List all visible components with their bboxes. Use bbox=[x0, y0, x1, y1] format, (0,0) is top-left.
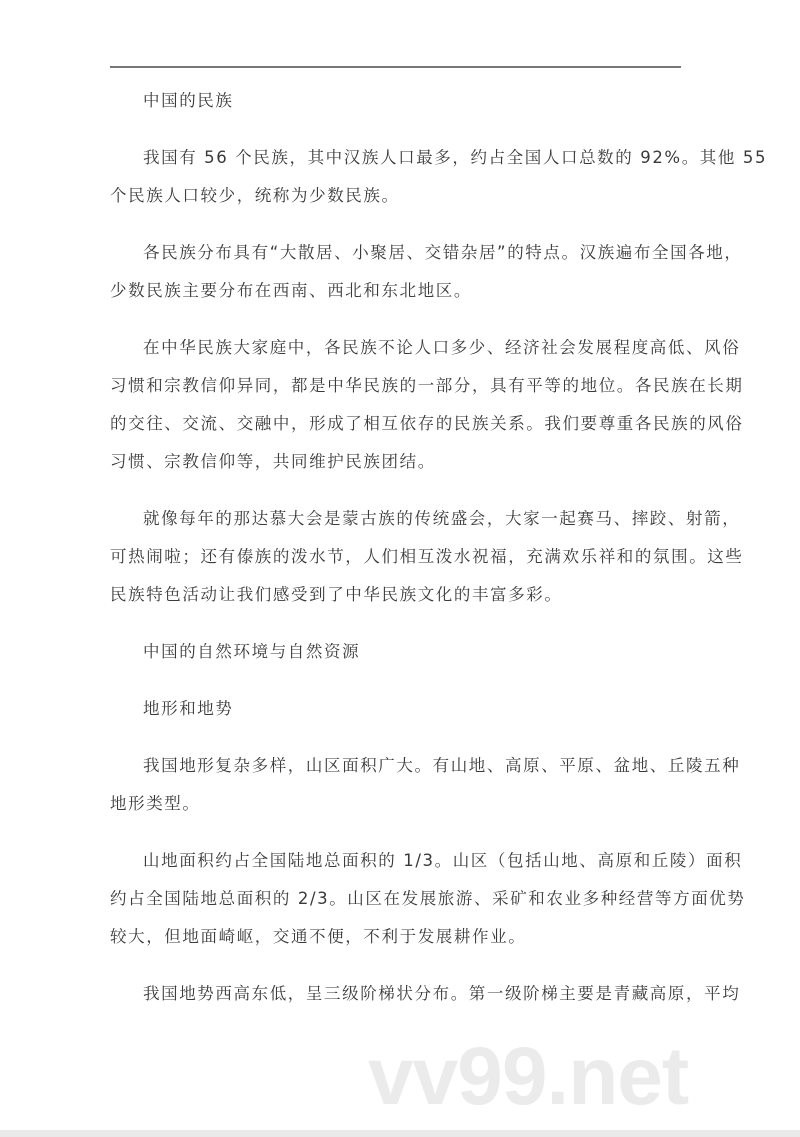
text-line: 在中华民族大家庭中，各民族不论人口多少、经济社会发展程度高低、风俗 bbox=[143, 338, 741, 357]
page-bottom-edge bbox=[0, 1130, 800, 1137]
header-rule bbox=[110, 66, 681, 68]
text-line: 个民族人口较少，统称为少数民族。 bbox=[110, 186, 400, 205]
text-line: 我国地形复杂多样，山区面积广大。有山地、高原、平原、盆地、丘陵五种 bbox=[143, 756, 741, 775]
text-line: 我国地势西高东低，呈三级阶梯状分布。第一级阶梯主要是青藏高原，平均 bbox=[143, 984, 741, 1003]
paragraph bbox=[110, 747, 741, 823]
paragraph bbox=[110, 975, 741, 1013]
text-line: 习惯和宗教信仰异同，都是中华民族的一部分，具有平等的地位。各民族在长期 bbox=[110, 376, 744, 395]
paragraph bbox=[110, 139, 768, 215]
text-line: 民族特色活动让我们感受到了中华民族文化的丰富多彩。 bbox=[110, 585, 563, 604]
text-line: 少数民族主要分布在西南、西北和东北地区。 bbox=[110, 281, 472, 300]
text-line: 的交往、交流、交融中，形成了相互依存的民族关系。我们要尊重各民族的风俗 bbox=[110, 414, 744, 433]
paragraph bbox=[110, 500, 744, 614]
text-line: 我国有 56 个民族，其中汉族人口最多，约占全国人口总数的 92%。其他 55 bbox=[143, 148, 768, 167]
text-line: 可热闹啦；还有傣族的泼水节，人们相互泼水祝福，充满欢乐祥和的氛围。这些 bbox=[110, 547, 744, 566]
paragraph bbox=[110, 329, 744, 481]
text-line: 山地面积约占全国陆地总面积的 1/3。山区（包括山地、高原和丘陵）面积 bbox=[143, 851, 743, 870]
text-line: 各民族分布具有“大散居、小聚居、交错杂居”的特点。汉族遍布全国各地， bbox=[143, 243, 743, 262]
text-line: 地形和地势 bbox=[143, 699, 234, 718]
text-line: 习惯、宗教信仰等，共同维护民族团结。 bbox=[110, 452, 436, 471]
text-line: 中国的民族 bbox=[143, 91, 234, 110]
paragraph bbox=[110, 234, 743, 310]
text-line: 中国的自然环境与自然资源 bbox=[143, 642, 361, 661]
text-line: 就像每年的那达慕大会是蒙古族的传统盛会，大家一起赛马、摔跤、射箭， bbox=[143, 509, 741, 528]
text-line: 地形类型。 bbox=[110, 794, 201, 813]
watermark: vv99.net bbox=[368, 1031, 689, 1122]
section-heading bbox=[110, 690, 685, 728]
section-heading bbox=[110, 633, 685, 671]
paragraph bbox=[110, 842, 746, 956]
document-body bbox=[110, 82, 768, 1032]
section-heading bbox=[110, 82, 685, 120]
text-line: 约占全国陆地总面积的 2/3。山区在发展旅游、采矿和农业多种经营等方面优势 bbox=[110, 889, 746, 908]
text-line: 较大，但地面崎岖，交通不便，不利于发展耕作业。 bbox=[110, 927, 527, 946]
